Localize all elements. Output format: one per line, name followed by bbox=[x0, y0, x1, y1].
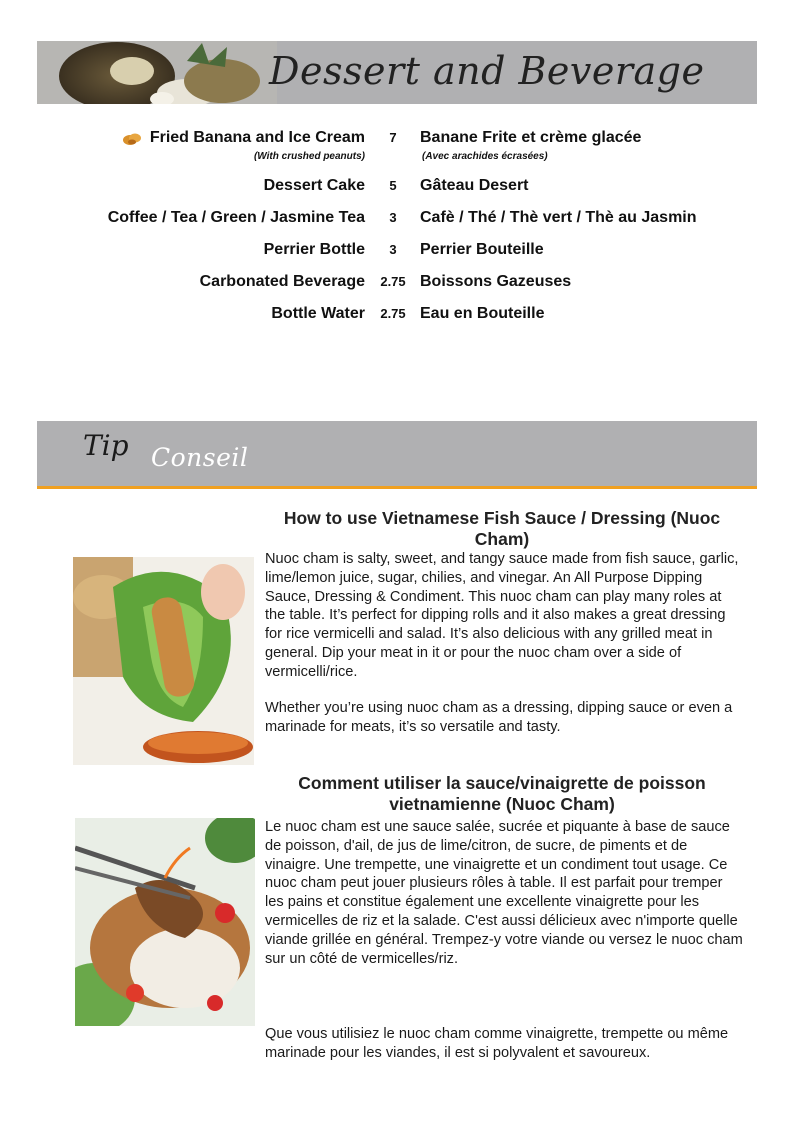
menu-item-name-en: Bottle Water bbox=[271, 305, 365, 322]
menu-item bbox=[0, 273, 793, 297]
menu-item-name-en: Fried Banana and Ice Cream bbox=[149, 129, 365, 146]
menu-item bbox=[0, 241, 793, 265]
tip-header-band bbox=[37, 421, 757, 489]
menu-item-price: 2.75 bbox=[380, 274, 406, 289]
menu-item-price: 3 bbox=[389, 242, 397, 257]
menu-item-name-en: Carbonated Beverage bbox=[199, 273, 365, 290]
page-title: Dessert and Beverage bbox=[269, 49, 705, 93]
menu-item-price: 3 bbox=[389, 210, 397, 225]
menu-item-name-fr: Cafè / Thé / Thè vert / Thè au Jasmin bbox=[420, 209, 697, 226]
menu-item-name-fr: Eau en Bouteille bbox=[420, 305, 545, 322]
menu-item-name-en: Dessert Cake bbox=[263, 177, 365, 194]
section-title-fr: Comment utiliser la sauce/vinaigrette de poisson vietnamienne (Nuoc Cham) bbox=[298, 773, 706, 814]
menu-item-price: 7 bbox=[389, 130, 397, 145]
menu-item-name-fr: Gâteau Desert bbox=[420, 177, 529, 194]
menu-item-name-fr: Boissons Gazeuses bbox=[420, 273, 572, 290]
menu-item-note-fr: (Avec arachides écrasées) bbox=[422, 151, 548, 162]
tip-label: Tip bbox=[83, 429, 129, 462]
menu-item bbox=[0, 177, 793, 201]
paragraph-fr-2: Que vous utilisiez le nuoc cham comme vinaigrette, trempette ou même marinade pour les viandes, il est si polyvalent et savoureux. bbox=[265, 1026, 729, 1061]
menu-item-note-en: (With crushed peanuts) bbox=[253, 151, 365, 162]
menu-item bbox=[0, 305, 793, 329]
menu-item bbox=[0, 129, 793, 153]
menu-item bbox=[0, 209, 793, 233]
section-title-en: How to use Vietnamese Fish Sauce / Dressing (Nuoc Cham) bbox=[283, 508, 721, 549]
paragraph-en-1: Nuoc cham is salty, sweet, and tangy sauce made from fish sauce, garlic, lime/lemon juice, sugar, chilies, and vinegar. An All Purpose Dipping Sauce, Dressing & Condiment. This nuoc cham can play many roles at the table. It’s perfect for dipping rolls and it also makes a great dressing for rice vermicelli and salad. It’s also delicious with any grilled meat in general. Dip your meat in it or pour the nuoc cham over a side of vermicelli/rice. bbox=[265, 551, 739, 680]
paragraph-en-2: Whether you’re using nuoc cham as a dressing, dipping sauce or even a marinade for meats, it’s so versatile and tasty. bbox=[265, 700, 733, 735]
spring-roll-photo bbox=[73, 557, 254, 765]
menu-item-name-fr: Perrier Bouteille bbox=[420, 241, 544, 258]
tip-label-fr: Conseil bbox=[151, 443, 249, 472]
noodle-salad-photo bbox=[75, 818, 255, 1026]
menu-item-name-en: Perrier Bottle bbox=[263, 241, 365, 258]
menu-item-name-fr: Banane Frite et crème glacée bbox=[420, 129, 642, 146]
dessert-header-band bbox=[37, 41, 757, 104]
paragraph-fr-1: Le nuoc cham est une sauce salée, sucrée et piquante à base de sauce de poisson, d'ail, de jus de lime/citron, de sucre, de piments et de vinaigre. Une trempette, une vinaigrette et un condiment tout usage. Ce nuoc cham peut jouer plusieurs rôles à table. Il est parfait pour tremper les pains et constitue également une excellente vinaigrette pour les vermicelles de riz et la salade. C'est aussi délicieux avec n'importe quelle viande grillée en général. Trempez-y votre viande ou versez le nuoc cham sur un côté de vermicelles/riz. bbox=[265, 819, 743, 967]
menu-item-price: 5 bbox=[389, 178, 397, 193]
menu-item-price: 2.75 bbox=[380, 306, 406, 321]
fruit-photo bbox=[37, 41, 277, 104]
menu-item-name-en: Coffee / Tea / Green / Jasmine Tea bbox=[107, 209, 365, 226]
